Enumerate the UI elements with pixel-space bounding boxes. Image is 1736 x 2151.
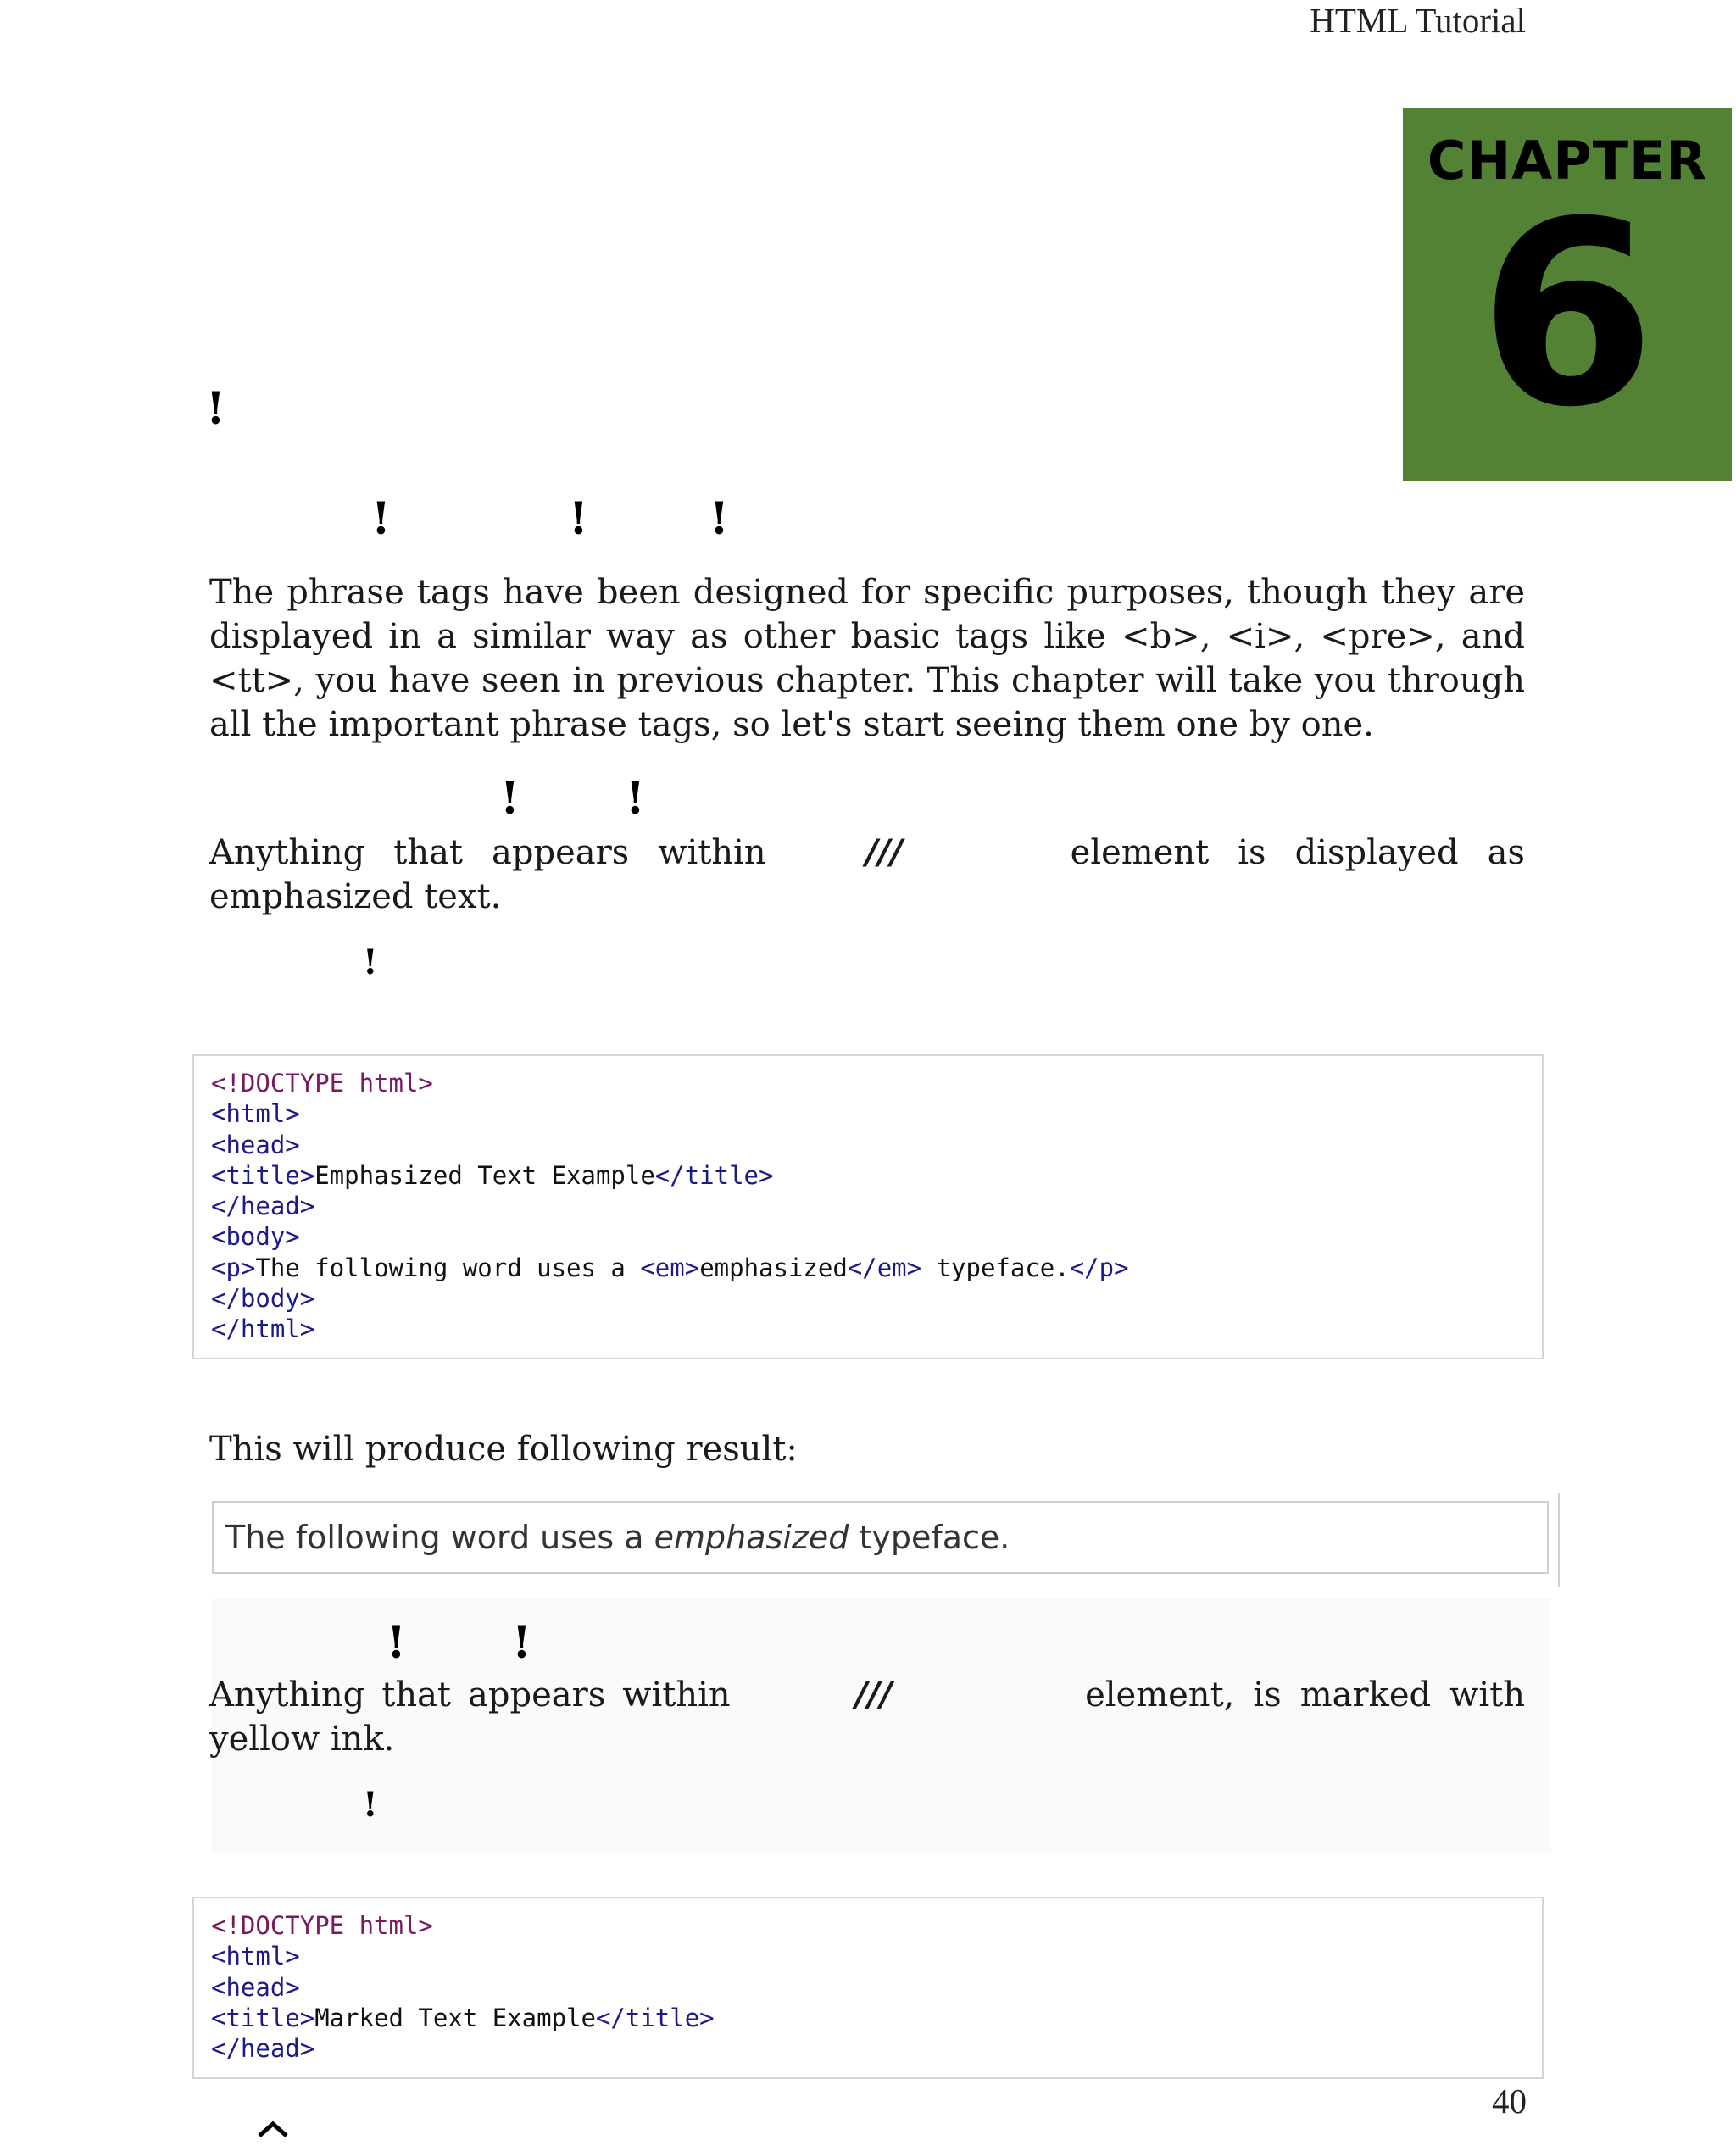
divider (1558, 1493, 1560, 1587)
code-tag: </title> (654, 1160, 774, 1190)
word: that (393, 833, 464, 872)
code-text: The following word uses a (255, 1253, 641, 1282)
glyph-artifact: ! (512, 1617, 531, 1669)
code-text: emphasized (699, 1253, 848, 1282)
word: within (658, 833, 766, 872)
mark-description-line (209, 1673, 1525, 1717)
result-text: typeface. (849, 1519, 1010, 1556)
glyph-artifact: ! (363, 942, 378, 982)
code-tag: <head> (211, 1972, 300, 2002)
glyph-artifact: ! (500, 773, 520, 825)
glyph-artifact: ! (371, 493, 391, 545)
code-tag: <title> (211, 1160, 315, 1190)
page-number: 40 (1492, 2082, 1527, 2120)
glyph-artifact: ! (626, 773, 645, 825)
code-text: Marked Text Example (314, 2003, 596, 2032)
code-text: Emphasized Text Example (314, 1160, 655, 1190)
word: that (381, 1676, 452, 1715)
em-description-line-2: emphasized text. (209, 877, 502, 916)
code-tag: </html> (211, 1314, 315, 1344)
code-tag: </p> (1069, 1253, 1129, 1282)
word: appears (492, 833, 630, 872)
glyph-artifact: ! (363, 1785, 378, 1825)
code-tag: <p> (211, 1253, 256, 1282)
code-tag: <html> (211, 1099, 300, 1129)
glyph-artifact: ! (206, 383, 225, 435)
result-text: The following word uses a (225, 1519, 654, 1556)
code-doctype: <!DOCTYPE html> (211, 1069, 433, 1098)
glyph-artifact: ! (569, 493, 588, 545)
mark-code-example (192, 1897, 1544, 2079)
glyph-artifact: ! (709, 493, 729, 545)
word: element (1070, 833, 1210, 872)
word: with (1449, 1676, 1525, 1715)
word: as (1487, 833, 1525, 872)
glyph-artifact: ! (387, 1617, 406, 1669)
word: displayed (1294, 833, 1459, 872)
code-tag: <head> (211, 1130, 300, 1159)
code-doctype: <!DOCTYPE html> (211, 1911, 433, 1940)
word: within (622, 1676, 731, 1715)
word: appears (468, 1676, 606, 1715)
em-description-line (209, 831, 1525, 875)
intro-paragraph: The phrase tags have been designed for specific purposes, though they are displayed in a similar way as other basic tags like <b>, <i>, <pre>, and <tt>, you have seen in previous chapter. This chapter will take you through all the important phrase tags, so let's start seeing them one by one. (209, 573, 1525, 744)
code-tag: </body> (211, 1284, 315, 1314)
code-tag: <body> (211, 1222, 300, 1252)
word: Anything (209, 1676, 365, 1715)
chapter-label: CHAPTER (1427, 130, 1708, 192)
code-text: typeface. (921, 1253, 1070, 1282)
word: element, (1085, 1676, 1235, 1715)
slash-artifact: /// (854, 1676, 893, 1715)
word: Anything (209, 833, 365, 872)
code-tag: </title> (595, 2003, 715, 2032)
word: is (1253, 1676, 1282, 1715)
word: is (1238, 833, 1266, 872)
result-intro: This will produce following result: (209, 1430, 798, 1469)
running-header: HTML Tutorial (1310, 1, 1526, 40)
caret-up-icon (256, 2117, 290, 2151)
code-tag: </head> (211, 1192, 315, 1221)
word: marked (1299, 1676, 1432, 1715)
code-tag: <title> (211, 2003, 315, 2032)
code-tag: <html> (211, 1942, 300, 1971)
result-emphasized-text: emphasized (654, 1519, 849, 1556)
code-tag: </em> (847, 1253, 922, 1282)
chapter-badge (1403, 108, 1732, 481)
em-code-example (192, 1054, 1544, 1359)
code-tag: </head> (211, 2034, 315, 2064)
em-result-preview (212, 1501, 1549, 1574)
chapter-number: 6 (1478, 167, 1656, 463)
mark-description-line-2: yellow ink. (209, 1720, 395, 1759)
code-tag: <em> (640, 1253, 700, 1282)
slash-artifact: /// (865, 833, 904, 872)
